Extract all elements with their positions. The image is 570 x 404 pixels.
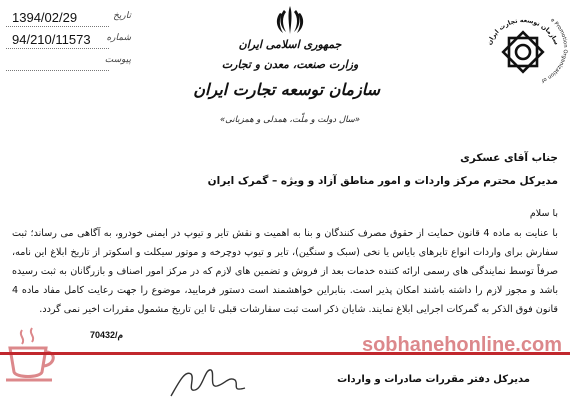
signature-icon [165,362,255,402]
number-underline [6,48,109,49]
recipient-title: مدیرکل محترم مرکز واردات و امور مناطق آزاد و ویژه – گمرک ایران [207,175,558,187]
seal-text-en: e Promotion Organization of [540,17,568,84]
watermark-text: sobhanehonline.com [361,334,562,356]
signer-title: مدیرکل دفتر مقررات صادرات و واردات [337,374,530,385]
date-label: تاریخ [113,10,131,20]
ministry-heading: وزارت صنعت، معدن و تجارت [221,58,359,71]
number-value: 94/210/11573 [12,32,91,47]
recipient-name: جناب آقای عسکری [460,152,558,164]
date-value: 1394/02/29 [12,10,78,25]
organization-seal-icon [478,2,568,88]
country-heading: جمهوری اسلامی ایران [238,38,342,51]
organization-heading: سازمان توسعه تجارت ایران [193,80,380,99]
letter-meta [6,8,131,74]
greeting: با سلام [529,208,558,219]
year-slogan: «سال دولت و ملّت، همدلی و همزبانی» [219,115,361,125]
attachment-underline [6,70,109,71]
date-underline [6,26,109,27]
attachment-row [6,52,131,74]
teacup-icon [2,320,58,390]
number-row [6,30,131,52]
attachment-label: پیوست [104,54,131,64]
iran-emblem-icon [275,4,305,36]
reference-code: 70432/م [90,330,124,340]
seal-text-fa: سازمان توسعه تجارت ایران [486,17,560,47]
date-row [6,8,131,30]
letter-body: با عنایت به ماده 4 قانون حمایت از حقوق مصرف کنندگان و بنا به اهمیت و نقش تایر و تیوپ در ایمنی خودرو، به آگاهی می رساند؛ ثبت سفارش برای واردات انواع تایرهای بایاس یا نخی (سبک و سنگین)، تایر و تیوپ دوچرخه و موتور سیکلت و اسکوتر از تاریخ ابلاغ این نامه، صرفاً توسط نمایندگی های رسمی ارائه کننده خدمات بعد از فروش و تضمین های لازم که در مرکز امور اصناف و بازرگانان به ثبت رسیده باشد و مجوز لازم را داشته باشند امکان پذیر است. بنابراین خواهشمند است دستور فرمایید، موضوع را جهت رعایت کامل مفاد ماده 4 قانون فوق الذکر به گمرکات اجرایی ابلاغ نمایند. شایان ذکر است ثبت سفارشات قبلی تا این تاریخ مشمول مقررات اخیر نمی گردد. [12,228,558,315]
number-label: شماره [106,32,131,42]
